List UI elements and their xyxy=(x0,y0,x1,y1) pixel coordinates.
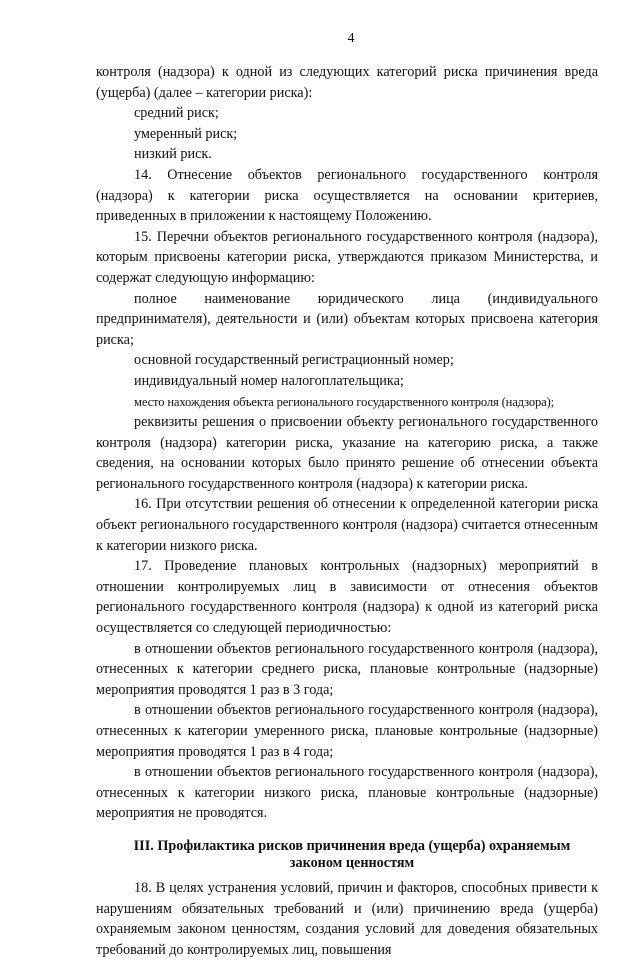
paragraph-14: 14. Отнесение объектов регионального государственного контроля (надзора) к категории риска осуществляется на основании критериев, приведенных в приложении к настоящему Положению. xyxy=(96,166,598,225)
list-item-medium-risk: средний риск; xyxy=(134,105,219,122)
paragraph-16: 16. При отсутствии решения об отнесении к определенной категории риска объект регионального государственного контроля (надзора) считается отнесенным к категории низкого риска. xyxy=(96,496,598,554)
list-item-location: место нахождения объекта регионального государственного контроля (надзора); xyxy=(134,394,554,409)
paragraph-15: 15. Перечни объектов регионального государственного контроля (надзора), которым присвоены категории риска, утверждаются приказом Министерства, и содержат следующую информацию: xyxy=(96,228,598,286)
document-page xyxy=(96,30,598,960)
list-item-low-risk: низкий риск. xyxy=(134,146,212,163)
list-item-moderate-risk-frequency: в отношении объектов регионального государственного контроля (надзора), отнесенных к категории умеренного риска, плановые контрольные (надзорные) мероприятия проводятся 1 раз в 4 года; xyxy=(96,702,598,760)
section-heading-3: III. Профилактика рисков причинения вреда (ущерба) охраняемым законом ценностям xyxy=(133,837,571,871)
paragraph-18: 18. В целях устранения условий, причин и факторов, способных привести к нарушениям обязательных требований и (или) причинению вреда (ущерба) охраняемым законом ценностям, создания условий для доведения обязательных требований до контролируемых лиц, повышения xyxy=(96,879,598,958)
list-item-moderate-risk: умеренный риск; xyxy=(134,125,238,142)
list-item-decision-details: реквизиты решения о присвоении объекту регионального государственного контроля (надзора) категории риска, указание на категорию риска, а также сведения, на основании которых было принято решение об отнесении объекта регионального государственного контроля (надзора) к категории риска. xyxy=(96,414,598,492)
list-item-medium-risk-frequency: в отношении объектов регионального государственного контроля (надзора), отнесенных к категории среднего риска, плановые контрольные (надзорные) мероприятия проводятся 1 раз в 3 года; xyxy=(96,640,598,698)
page-number: 4 xyxy=(347,31,355,46)
list-item-ogrn: основной государственный регистрационный номер; xyxy=(134,352,454,369)
paragraph-risk-categories-intro: контроля (надзора) к одной из следующих категорий риска причинения вреда (ущерба) (далее – категории риска): xyxy=(96,64,598,101)
list-item-inn: индивидуальный номер налогоплательщика; xyxy=(134,372,404,389)
list-item-full-name: полное наименование юридического лица (индивидуального предпринимателя), деятельности и (или) объектам которых присвоена категория риска; xyxy=(96,290,598,348)
list-item-low-risk-frequency: в отношении объектов регионального государственного контроля (надзора), отнесенных к категории низкого риска, плановые контрольные (надзорные) мероприятия не проводятся. xyxy=(96,764,598,822)
paragraph-17: 17. Проведение плановых контрольных (надзорных) мероприятий в отношении контролируемых лиц в зависимости от отнесения объектов регионального государственного контроля (надзора) к одной из категорий риска осуществляется со следующей периодичностью: xyxy=(96,558,598,637)
